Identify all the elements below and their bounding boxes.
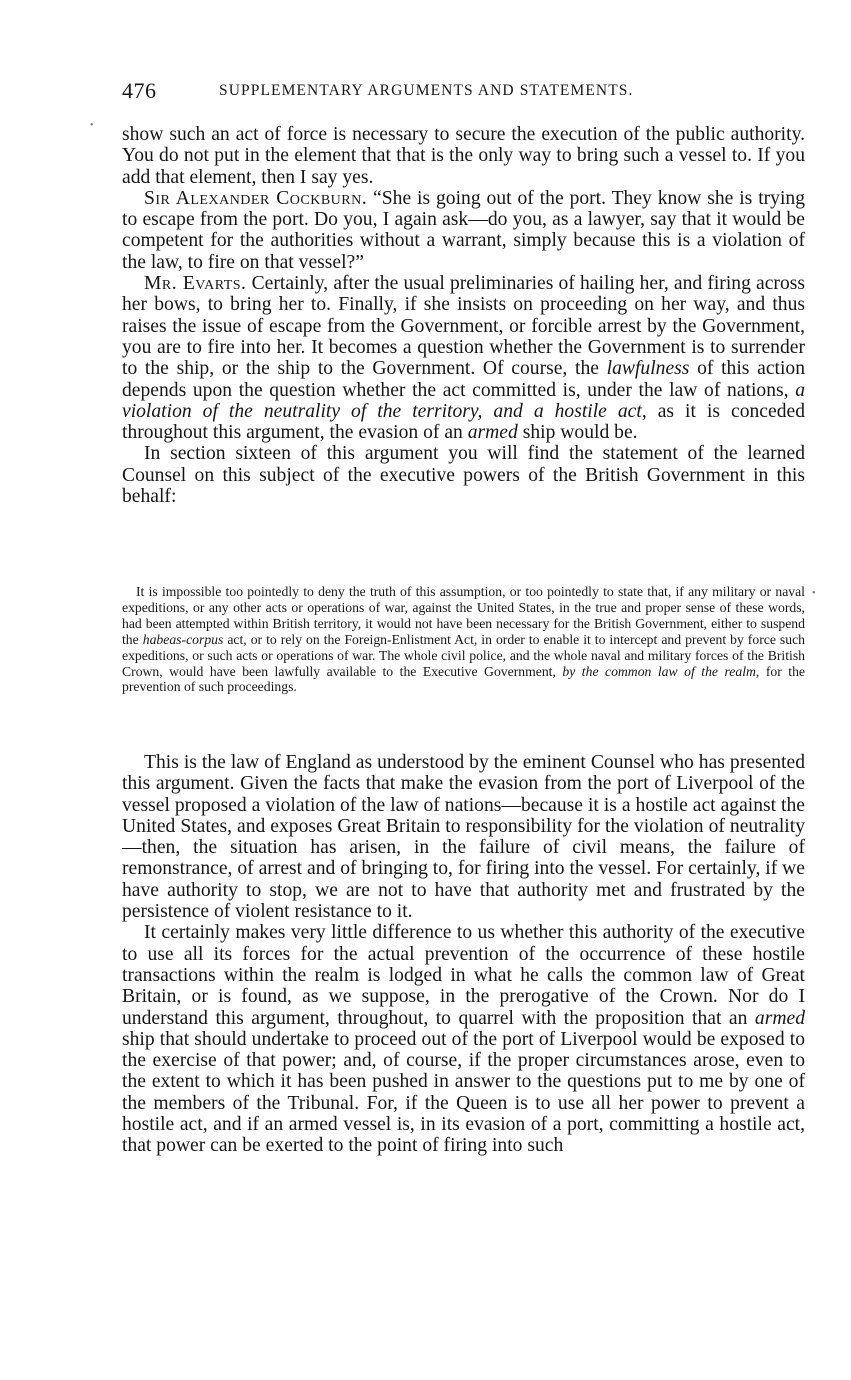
paragraph-2 (122, 188, 805, 273)
paragraph-3-italic-1: lawfulness (606, 358, 690, 380)
paragraph-3-italic-2: a violation of the neutrality of the territory, and a hostile act, (122, 379, 805, 422)
speaker-cockburn: Sir Alexander Cockburn. (144, 187, 368, 209)
stray-mark: • (812, 588, 816, 599)
quote-text-b: act, or to rely on the Foreign-Enlistment Act, in order to enable it to intercept and prevent by force such expeditions, or such acts or operations of war. The whole civil police, and the whole naval and military forces of the British Crown, would have been lawfully available to the Executive Government, (122, 631, 805, 679)
running-head: SUPPLEMENTARY ARGUMENTS AND STATEMENTS. (219, 82, 634, 99)
paragraph-6-text-a: It certainly makes very little difference to us whether this authority of the executive to use all its forces for the actual prevention of the occurrence of these hostile transactions within the realm is lodged in what he calls the common law of Great Britain, or is found, as we suppose, in the prerogative of the Crown. Nor do I understand this argument, throughout, to quarrel with the proposition that an (122, 922, 805, 1029)
page-header (122, 78, 806, 104)
quote-italic-1: habeas-corpus (142, 631, 224, 647)
paragraph-5: This is the law of England as understood by the eminent Counsel who has presented this argument. Given the facts that make the evasion from the port of Liverpool of the vessel proposed a violation of the law of nations—because it is a hostile act against the United States, and exposes Great Britain to responsibility for the violation of neutrality—then, the situation has arisen, in the failure of civil means, the failure of remonstrance, of arrest and of bringing to, for firing into the vessel. For certainly, if we have authority to stop, we are not to have that authority met and frustrated by the persistence of violent resistance to it. (122, 752, 805, 923)
quote-text-a: It is impossible too pointedly to deny the truth of this assumption, or too pointedly to state that, if any military or naval expeditions, or any other acts or operations of war, against the United States, in the true and proper sense of these words, had been attempted within British territory, it would not have been necessary for the British Government, either to suspend the (122, 584, 805, 647)
page-number: 476 (122, 78, 157, 103)
paragraph-2-text: “She is going out of the port. They know she is trying to escape from the port. Do you, I again ask—do you, as a lawyer, say that it would be competent for the authorities without a warrant, simply because this is a violation of the law, to fire on that vessel?” (122, 187, 805, 273)
quote-italic-2: by the common law of the realm, (562, 663, 760, 679)
paragraph-3 (122, 273, 805, 443)
paragraph-6-italic-1: armed (754, 1007, 805, 1029)
stray-mark: • (90, 120, 94, 131)
paragraph-4: In section sixteen of this argument you will find the statement of the learned Counsel on this subject of the executive powers of the British Government in this behalf: (122, 443, 805, 508)
paragraph-1: show such an act of force is necessary to secure the execution of the public authority. You do not put in the element that that is the only way to bring such a vessel to. If you add that element, then I say yes. (122, 124, 805, 188)
paragraph-3-text-c: as it is conceded throughout this argument, the evasion of an (122, 400, 805, 444)
paragraph-6-text-b: ship that should undertake to proceed out of the port of Liverpool would be exposed to the exercise of that power; and, of course, if the proper circumstances arose, even to the extent to which it has been pushed in answer to the questions put to me by one of the members of the Tribunal. For, if the Queen is to use all her power to prevent a hostile act, and if an armed vessel is, in its evasion of a port, committing a hostile act, that power can be exerted to the point of firing into such (122, 1028, 805, 1157)
quote-paragraph (122, 584, 805, 695)
main-text-block-1 (122, 124, 805, 507)
block-quote (122, 584, 805, 695)
main-text-block-2 (122, 752, 805, 1157)
paragraph-3-text-d: ship would be. (517, 422, 638, 444)
paragraph-6 (122, 922, 805, 1156)
paragraph-3-text-a: Certainly, after the usual preliminaries of hailing her, and firing across her bows, to bring her to. Finally, if she insists on proceeding on her way, and thus raises the issue of escape from the Government, or forcible arrest by the Government, you are to fire into her. It becomes a question whether the Government is to surrender to the ship, or the ship to the Government. Of course, the (122, 273, 805, 380)
speaker-evarts: Mr. Evarts. (144, 273, 247, 295)
paragraph-3-italic-3: armed (467, 422, 518, 444)
quote-text-c: for the prevention of such proceedings. (122, 663, 805, 695)
paragraph-3-text-b: of this action depends upon the question whether the act committed is, under the law of nations, (122, 358, 805, 401)
